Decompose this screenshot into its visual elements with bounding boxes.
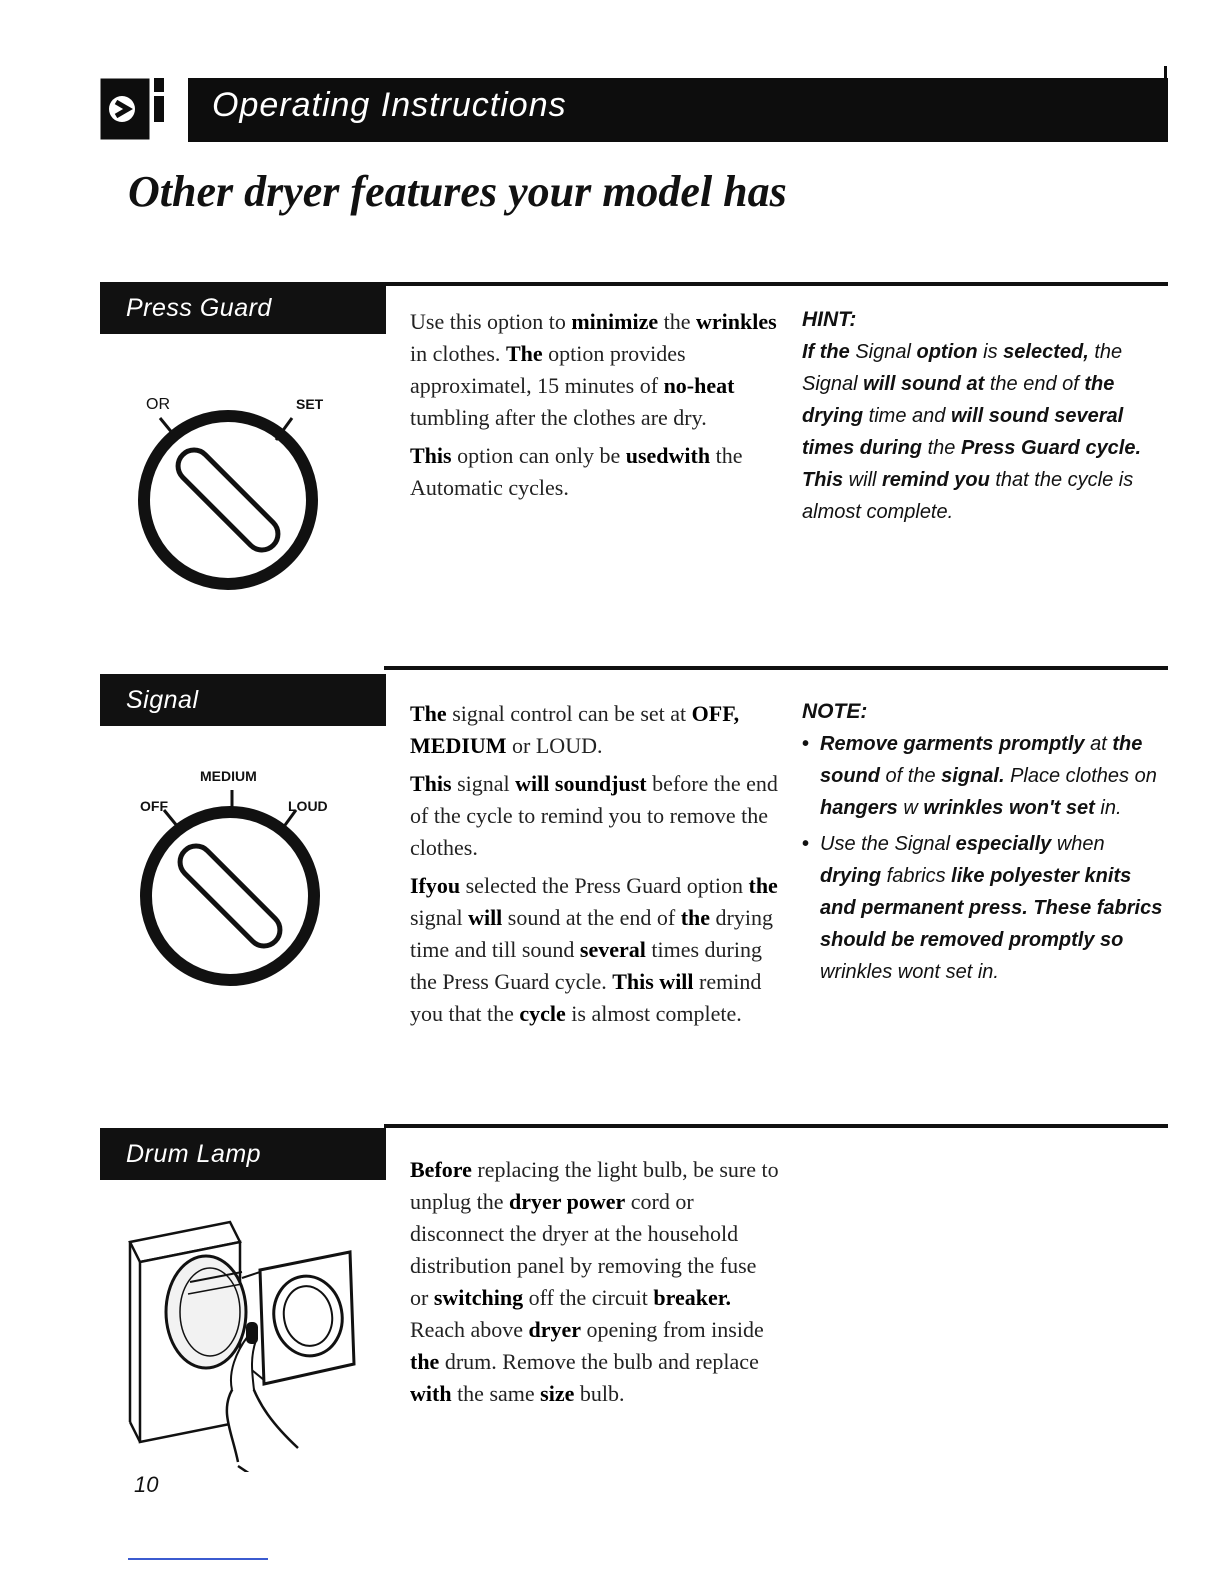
- dryer-section-icon: [100, 76, 170, 142]
- hint-text: If the Signal option is selected, the Signal will sound at the end of the drying time and will sound several times during the Press Guard cycle. This will remind you that the cycle is almost complete.: [802, 341, 1142, 523]
- emphasis-run: If the: [802, 341, 850, 363]
- dial-label-right: LOUD: [288, 798, 328, 814]
- emphasis-run: The: [410, 701, 447, 726]
- emphasis-run: size: [540, 1381, 575, 1406]
- note-heading: NOTE:: [802, 700, 868, 723]
- emphasis-run: wrinkles: [696, 309, 777, 334]
- signal-para-1: The signal control can be set at OFF, MEDIUM or LOUD.: [410, 701, 740, 758]
- emphasis-run: the sound: [820, 733, 1143, 787]
- dryer-lamp-illustration: [120, 1212, 370, 1472]
- emphasis-run: minimize: [571, 309, 659, 334]
- header-title: Operating Instructions: [212, 86, 567, 124]
- emphasis-run: This: [410, 771, 452, 796]
- dial-label-top: MEDIUM: [200, 768, 257, 784]
- emphasis-run: several: [579, 937, 646, 962]
- emphasis-run: Press Guard cycle.: [960, 437, 1142, 459]
- emphasis-run: the: [410, 1349, 440, 1374]
- emphasis-run: will soundjust: [515, 771, 647, 796]
- section-label-drum-lamp: Drum Lamp: [100, 1128, 386, 1180]
- emphasis-run: The: [505, 341, 543, 366]
- section-label-press-guard: Press Guard: [100, 282, 386, 334]
- emphasis-run: Before: [410, 1157, 472, 1182]
- section-rule-drum-lamp: [384, 1124, 1168, 1128]
- emphasis-run: Remove garments promptly: [820, 733, 1085, 755]
- page-title: Other dryer features your model has: [128, 167, 787, 216]
- emphasis-run: This: [410, 443, 452, 468]
- section-rule-press-guard: [384, 282, 1168, 286]
- emphasis-run: Ifyou: [410, 873, 461, 898]
- section-rule-signal: [384, 666, 1168, 670]
- emphasis-run: option: [916, 341, 978, 363]
- emphasis-run: This: [802, 469, 844, 491]
- press-guard-dial: [130, 388, 360, 608]
- press-guard-body: [410, 306, 780, 510]
- drum-lamp-para-1: Before replacing the light bulb, be sure to unplug the dryer power cord or disconnect the dryer at the household distribution panel by removing the fuse or switching off the circuit breaker. Reach above dryer opening from inside the drum. Remove the bulb and replace with the same size bulb.: [410, 1157, 779, 1406]
- note-bullet-2: • Use the Signal especially when drying fabrics like polyester knits and permanent press. These fabrics should be removed promptly so wrinkles wont set in.: [802, 828, 1168, 988]
- emphasis-run: dryer: [528, 1317, 582, 1342]
- signal-para-2: This signal will soundjust before the end of the cycle to remind you to remove the clothes.: [410, 771, 778, 860]
- emphasis-run: the drying: [802, 373, 1115, 427]
- emphasis-run: switching: [433, 1285, 524, 1310]
- press-guard-hint: [802, 304, 1168, 528]
- emphasis-run: will sound several times during: [802, 405, 1124, 459]
- emphasis-run: drying: [820, 865, 882, 887]
- dial-label-left: OR: [146, 396, 170, 413]
- emphasis-run: the: [748, 873, 778, 898]
- press-guard-para-2: This option can only be usedwith the Automatic cycles.: [410, 443, 743, 500]
- emphasis-run: will sound at: [863, 373, 985, 395]
- emphasis-run: like polyester knits and permanent press. These fabrics should be removed promptly so: [820, 865, 1163, 951]
- emphasis-run: cycle: [519, 1001, 566, 1026]
- emphasis-run: dryer power: [509, 1189, 626, 1214]
- signal-para-3: Ifyou selected the Press Guard option the signal will sound at the end of the drying time and till sound several times during the Press Guard cycle. This will remind you that the cycle is almost complete.: [410, 873, 778, 1026]
- emphasis-run: with: [410, 1381, 452, 1406]
- emphasis-run: especially: [955, 833, 1052, 855]
- section-label-signal: Signal: [100, 674, 386, 726]
- emphasis-run: usedwith: [625, 443, 711, 468]
- emphasis-run: no-heat: [663, 373, 735, 398]
- emphasis-run: breaker.: [653, 1285, 732, 1310]
- footer-link-line: [128, 1558, 268, 1560]
- emphasis-run: This will: [612, 969, 694, 994]
- emphasis-run: the: [680, 905, 711, 930]
- emphasis-run: selected,: [1003, 341, 1089, 363]
- hint-heading: HINT:: [802, 308, 857, 331]
- signal-body: [410, 698, 780, 1036]
- emphasis-run: OFF, MEDIUM: [410, 701, 740, 758]
- emphasis-run: signal.: [941, 765, 1005, 787]
- signal-note: [802, 696, 1168, 992]
- emphasis-run: hangers: [820, 797, 898, 819]
- emphasis-run: remind you: [882, 469, 990, 491]
- header-edge-rule: [1164, 66, 1167, 142]
- dial-label-left: OFF: [140, 798, 168, 814]
- dial-label-right: SET: [296, 396, 324, 412]
- page-number: 10: [134, 1472, 159, 1497]
- emphasis-run: wrinkles won't set: [923, 797, 1095, 819]
- press-guard-para-1: Use this option to minimize the wrinkles in clothes. The option provides approximatel, 15 minutes of no-heat tumbling after the clothes are dry.: [410, 309, 777, 430]
- note-bullet-1: • Remove garments promptly at the sound of the signal. Place clothes on hangers w wrinkles won't set in.: [802, 728, 1168, 824]
- signal-dial: [130, 764, 360, 1004]
- drum-lamp-body: [410, 1154, 780, 1416]
- emphasis-run: will: [468, 905, 503, 930]
